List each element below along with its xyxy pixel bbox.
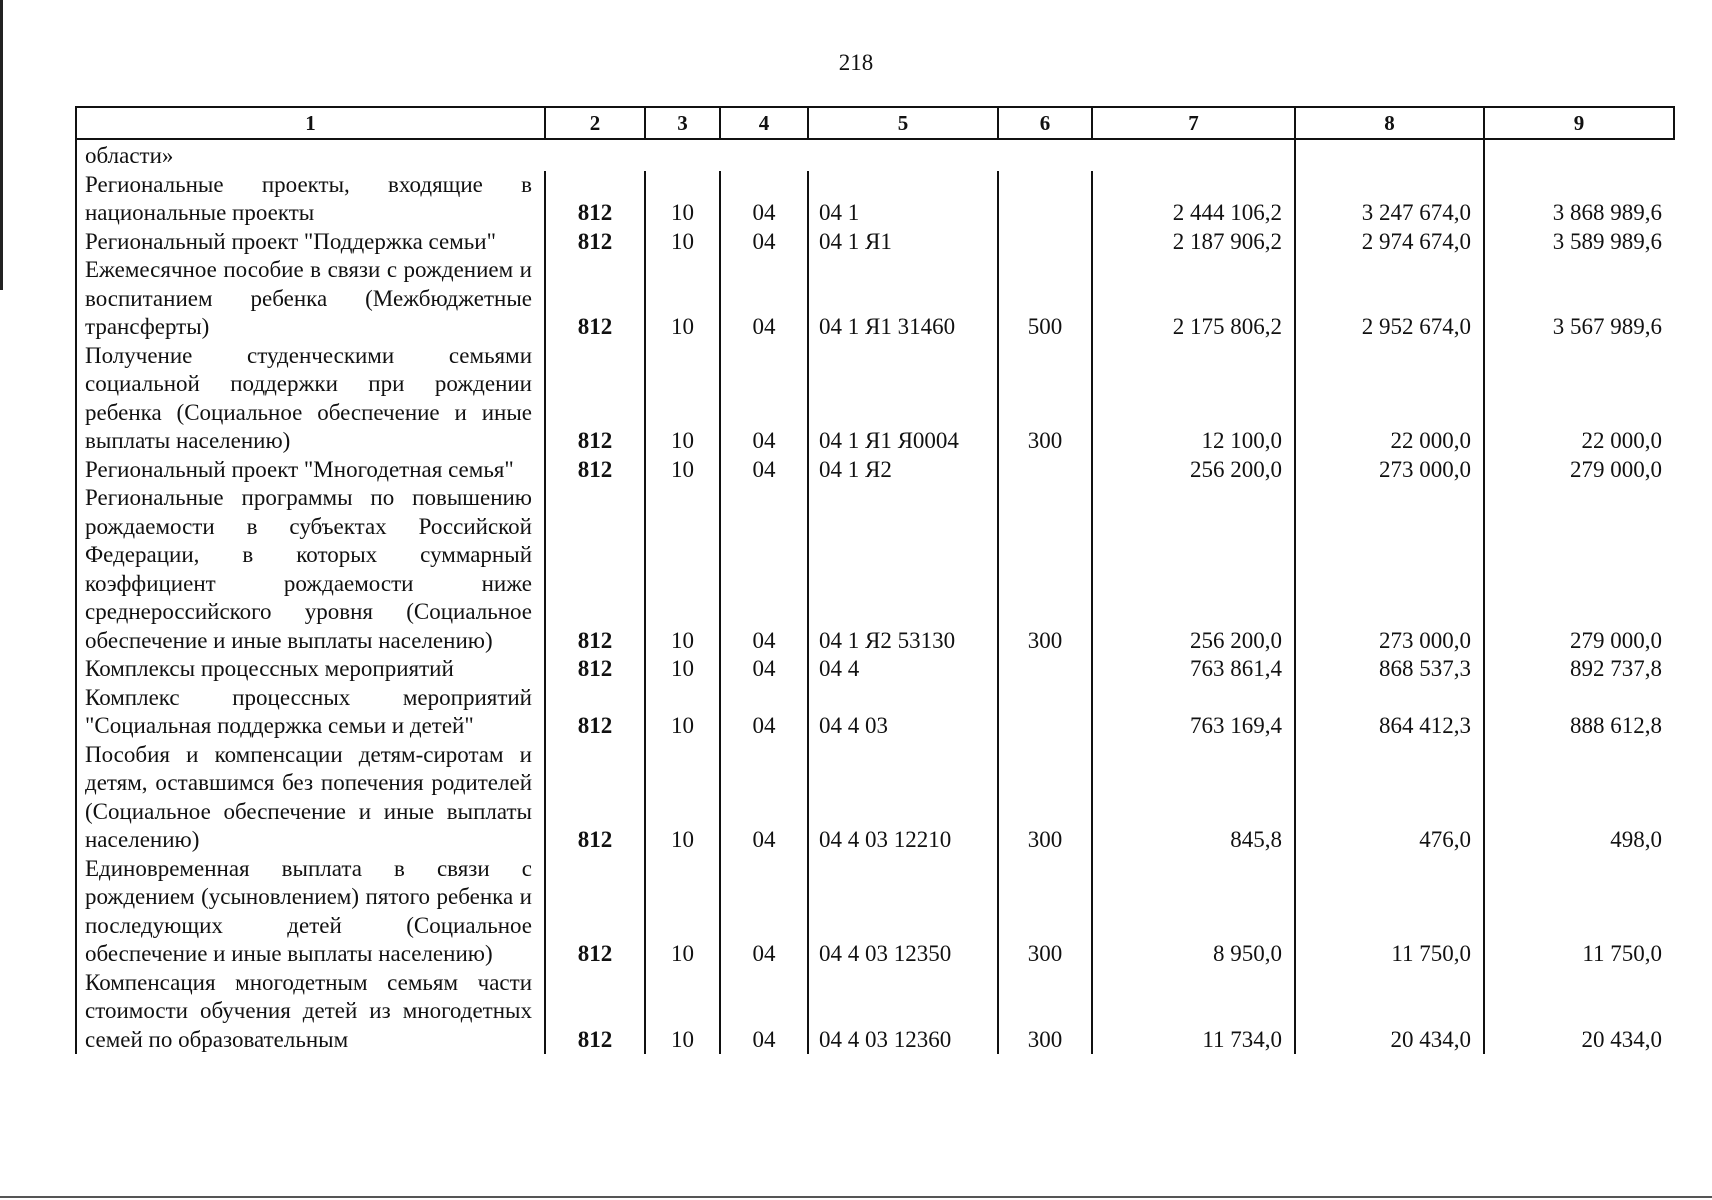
row-name: Комплекс процессных мероприятий "Социальная поддержка семьи и детей" [76,684,545,741]
row-name: Получение студенческими семьями социальной поддержки при рождении ребенка (Социальное обеспечение и иные выплаты населению) [76,342,545,456]
row-podrazdel-code: 04 [720,456,808,485]
row-name: Региональный проект "Многодетная семья" [76,456,545,485]
row-target-article: 04 1 [808,171,998,228]
header-col-4: 4 [720,107,808,139]
row-target-article: 04 4 [808,655,998,684]
row-glava-code: 812 [545,655,645,684]
row-amount-col9: 888 612,8 [1484,684,1674,741]
row-expense-type: 300 [998,484,1092,655]
table-header-row [76,107,1674,139]
row-target-article: 04 1 Я1 Я0004 [808,342,998,456]
row-amount-col8: 476,0 [1295,741,1484,855]
row-target-article [808,139,998,171]
row-podrazdel-code: 04 [720,171,808,228]
row-glava-code [545,139,645,171]
row-podrazdel-code: 04 [720,655,808,684]
row-amount-col7: 2 187 906,2 [1092,228,1295,257]
row-amount-col8: 864 412,3 [1295,684,1484,741]
page-number: 218 [838,50,874,75]
row-name: Компенсация многодетным семьям части стоимости обучения детей из многодетных семей по образовательным [76,969,545,1055]
row-target-article: 04 4 03 12210 [808,741,998,855]
header-col-5: 5 [808,107,998,139]
row-razdel-code: 10 [645,855,720,969]
table-row [76,741,1674,855]
row-glava-code: 812 [545,969,645,1055]
row-amount-col7: 763 169,4 [1092,684,1295,741]
table-row [76,855,1674,969]
row-expense-type: 500 [998,256,1092,342]
row-amount-col8: 22 000,0 [1295,342,1484,456]
budget-table [75,106,1675,1054]
table-row [76,228,1674,257]
row-glava-code: 812 [545,342,645,456]
row-podrazdel-code: 04 [720,741,808,855]
row-amount-col9: 279 000,0 [1484,456,1674,485]
row-razdel-code: 10 [645,456,720,485]
row-target-article: 04 1 Я1 31460 [808,256,998,342]
row-razdel-code: 10 [645,969,720,1055]
header-col-6: 6 [998,107,1092,139]
row-podrazdel-code: 04 [720,342,808,456]
row-amount-col7: 256 200,0 [1092,456,1295,485]
table-row [76,684,1674,741]
row-razdel-code [645,139,720,171]
row-expense-type [998,655,1092,684]
row-glava-code: 812 [545,484,645,655]
row-amount-col9 [1484,139,1674,171]
row-amount-col9: 11 750,0 [1484,855,1674,969]
header-col-9: 9 [1484,107,1674,139]
row-razdel-code: 10 [645,228,720,257]
row-amount-col8: 273 000,0 [1295,484,1484,655]
row-expense-type: 300 [998,741,1092,855]
table-body [76,139,1674,1054]
row-name: Пособия и компенсации детям-сиротам и детям, оставшимся без попечения родителей (Социальное обеспечение и иные выплаты населению) [76,741,545,855]
row-glava-code: 812 [545,456,645,485]
header-col-7: 7 [1092,107,1295,139]
row-amount-col8: 11 750,0 [1295,855,1484,969]
row-expense-type [998,684,1092,741]
row-expense-type: 300 [998,855,1092,969]
row-amount-col7: 2 444 106,2 [1092,171,1295,228]
row-amount-col9: 498,0 [1484,741,1674,855]
row-name: Единовременная выплата в связи с рождением (усыновлением) пятого ребенка и последующих детей (Социальное обеспечение и иные выплаты населению) [76,855,545,969]
row-podrazdel-code: 04 [720,256,808,342]
row-glava-code: 812 [545,228,645,257]
row-amount-col7: 845,8 [1092,741,1295,855]
row-amount-col9: 3 868 989,6 [1484,171,1674,228]
table-row [76,342,1674,456]
row-expense-type [998,228,1092,257]
row-amount-col7: 256 200,0 [1092,484,1295,655]
row-amount-col8: 3 247 674,0 [1295,171,1484,228]
row-glava-code: 812 [545,684,645,741]
row-razdel-code: 10 [645,684,720,741]
table-row [76,256,1674,342]
row-expense-type [998,456,1092,485]
row-glava-code: 812 [545,256,645,342]
row-glava-code: 812 [545,855,645,969]
table-row [76,456,1674,485]
row-expense-type [998,139,1092,171]
row-amount-col8 [1295,139,1484,171]
header-col-2: 2 [545,107,645,139]
header-col-1: 1 [76,107,545,139]
row-razdel-code: 10 [645,171,720,228]
row-podrazdel-code: 04 [720,484,808,655]
table-row [76,484,1674,655]
row-amount-col7: 8 950,0 [1092,855,1295,969]
row-podrazdel-code: 04 [720,855,808,969]
table-row [76,139,1674,171]
scan-left-edge-mark [0,0,3,290]
row-glava-code: 812 [545,741,645,855]
row-razdel-code: 10 [645,256,720,342]
row-amount-col7: 763 861,4 [1092,655,1295,684]
row-amount-col8: 273 000,0 [1295,456,1484,485]
row-target-article: 04 4 03 12360 [808,969,998,1055]
row-name: Ежемесячное пособие в связи с рождением и воспитанием ребенка (Межбюджетные трансферты) [76,256,545,342]
row-amount-col7 [1092,139,1295,171]
row-amount-col8: 20 434,0 [1295,969,1484,1055]
row-razdel-code: 10 [645,484,720,655]
row-razdel-code: 10 [645,741,720,855]
row-amount-col9: 279 000,0 [1484,484,1674,655]
row-name: Региональный проект "Поддержка семьи" [76,228,545,257]
header-col-3: 3 [645,107,720,139]
row-amount-col9: 3 567 989,6 [1484,256,1674,342]
row-amount-col8: 868 537,3 [1295,655,1484,684]
row-razdel-code: 10 [645,655,720,684]
row-podrazdel-code: 04 [720,969,808,1055]
row-expense-type: 300 [998,342,1092,456]
row-amount-col7: 11 734,0 [1092,969,1295,1055]
row-podrazdel-code [720,139,808,171]
row-amount-col9: 892 737,8 [1484,655,1674,684]
row-expense-type: 300 [998,969,1092,1055]
row-name: области» [76,139,545,171]
row-target-article: 04 1 Я1 [808,228,998,257]
row-name: Комплексы процессных мероприятий [76,655,545,684]
table-row [76,969,1674,1055]
row-amount-col8: 2 974 674,0 [1295,228,1484,257]
table-row [76,655,1674,684]
row-razdel-code: 10 [645,342,720,456]
row-target-article: 04 1 Я2 [808,456,998,485]
row-amount-col9: 20 434,0 [1484,969,1674,1055]
row-podrazdel-code: 04 [720,228,808,257]
row-target-article: 04 1 Я2 53130 [808,484,998,655]
row-name: Региональные программы по повышению рождаемости в субъектах Российской Федерации, в которых суммарный коэффициент рождаемости ниже среднероссийского уровня (Социальное обеспечение и иные выплаты населению) [76,484,545,655]
table-row [76,171,1674,228]
header-col-8: 8 [1295,107,1484,139]
row-amount-col8: 2 952 674,0 [1295,256,1484,342]
row-expense-type [998,171,1092,228]
row-podrazdel-code: 04 [720,684,808,741]
row-name: Региональные проекты, входящие в национальные проекты [76,171,545,228]
scan-bottom-edge-line [0,1196,1712,1198]
row-target-article: 04 4 03 [808,684,998,741]
row-glava-code: 812 [545,171,645,228]
row-amount-col7: 12 100,0 [1092,342,1295,456]
row-amount-col7: 2 175 806,2 [1092,256,1295,342]
row-amount-col9: 3 589 989,6 [1484,228,1674,257]
row-amount-col9: 22 000,0 [1484,342,1674,456]
row-target-article: 04 4 03 12350 [808,855,998,969]
